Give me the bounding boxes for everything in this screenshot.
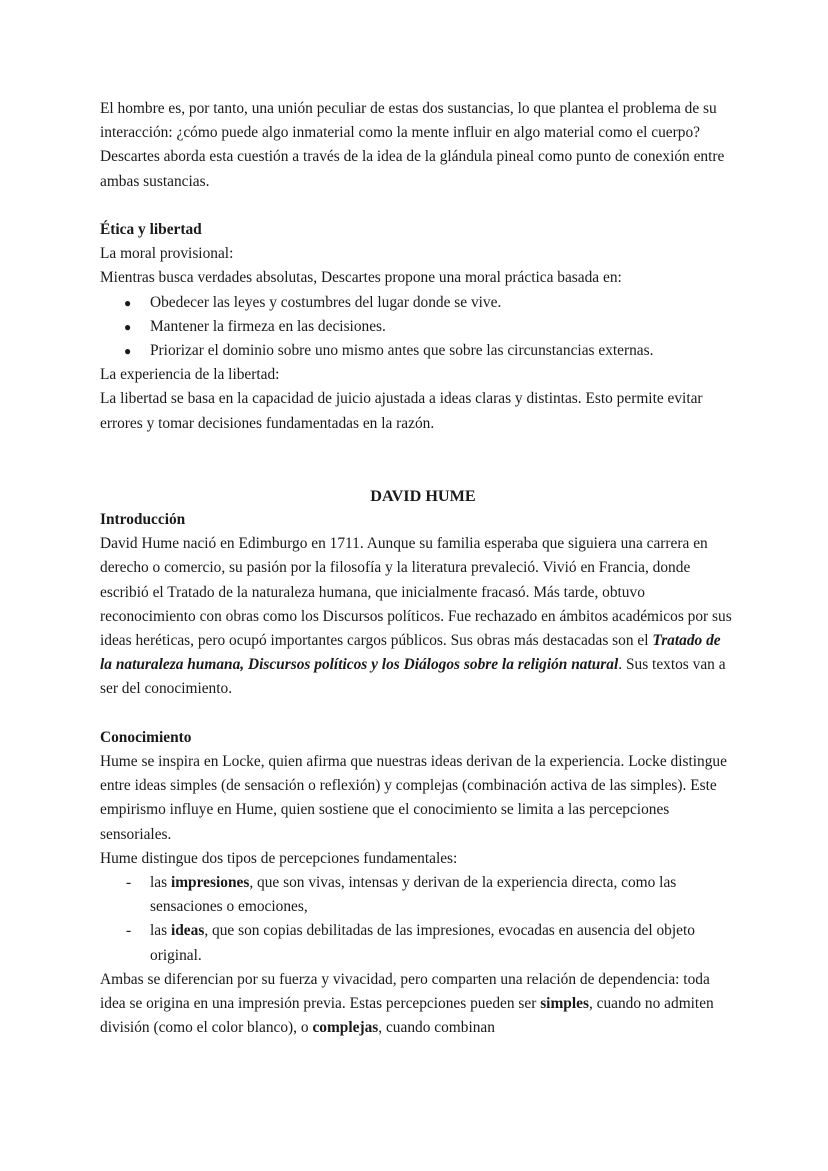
- libertad-title: La experiencia de la libertad:: [100, 366, 280, 384]
- final-mid: , cuando no admiten división (como el color blanco), o: [100, 995, 714, 1037]
- final-pre: Ambas se diferencian por su fuerza y vivacidad, pero comparten una relación de dependencia: toda idea se origina en una impresión previa. Estas percepciones pueden ser: [100, 970, 710, 1013]
- dash2-pre: las: [150, 922, 171, 940]
- dash1-pre: las: [150, 874, 171, 892]
- paragraph-union: El hombre es, por tanto, una unión peculiar de estas dos sustancias, lo que plantea el problema de su interacción: ¿cómo puede algo inmaterial como la mente influir en algo material como el cuerpo? Descartes aborda esta cuestión a través de la idea de la glándula pineal como punto de conexión entre ambas sustancias.: [100, 100, 725, 190]
- dash1-post: , que son vivas, intensas y derivan de la experiencia directa, como las sensaciones o emociones,: [150, 874, 677, 916]
- heading-introduccion: Introducción: [100, 511, 186, 529]
- final-complejas: complejas: [312, 1019, 379, 1037]
- moral-intro: Mientras busca verdades absolutas, Descartes propone una moral práctica basada en:: [100, 269, 622, 287]
- percepciones-list: [100, 871, 736, 968]
- document-page: [100, 97, 736, 1040]
- intro-end: . Sus textos van a ser del conocimiento.: [100, 656, 726, 698]
- intro-works: Tratado de la naturaleza humana, Discursos políticos y los Diálogos sobre la religión natural: [100, 632, 721, 674]
- list-item: ● Obedecer las leyes y costumbres del lugar donde se vive.: [100, 291, 736, 315]
- section-title-hume: DAVID HUME: [370, 486, 476, 505]
- final-end: , cuando combinan: [378, 1019, 495, 1037]
- intro-text: David Hume nació en Edimburgo en 1711. Aunque su familia esperaba que siguiera una carrera en derecho o comercio, su pasión por la filosofía y la literatura prevaleció. Vivió en Francia, donde escribió el Tratado de la naturaleza humana, que inicialmente fracasó. Más tarde, obtuvo reconocimiento con obras como los Discursos políticos. Fue rechazado en ámbitos académicos por sus ideas heréticas, pero ocupó importantes cargos públicos. Sus obras más destacadas son el: [100, 535, 732, 650]
- heading-conocimiento: Conocimiento: [100, 728, 192, 746]
- final-paragraph: [100, 968, 736, 1041]
- heading-etica: Ética y libertad: [100, 221, 202, 238]
- final-simples: simples: [540, 995, 589, 1013]
- list-item: ● Mantener la firmeza en las decisiones.: [100, 315, 736, 339]
- percepciones-intro: Hume distingue dos tipos de percepciones fundamentales:: [100, 849, 458, 867]
- dash2-bold: ideas: [170, 922, 205, 940]
- list-item: [100, 871, 736, 919]
- list-item: ● Priorizar el dominio sobre uno mismo antes que sobre las circunstancias externas.: [100, 339, 736, 363]
- dash2-post: , que son copias debilitadas de las impresiones, evocadas en ausencia del objeto original.: [150, 922, 695, 964]
- intro-paragraph: [100, 532, 736, 701]
- libertad-text: La libertad se basa en la capacidad de juicio ajustada a ideas claras y distintas. Esto permite evitar errores y tomar decisiones fundamentadas en la razón.: [100, 390, 703, 432]
- dash1-bold: impresiones: [170, 874, 250, 892]
- list-item: [100, 919, 736, 967]
- moral-list: [100, 291, 736, 364]
- moral-title: La moral provisional:: [100, 245, 234, 263]
- conocimiento-text: Hume se inspira en Locke, quien afirma que nuestras ideas derivan de la experiencia. Locke distingue entre ideas simples (de sensación o reflexión) y complejas (combinación activa de las simples). Este empirismo influye en Hume, quien sostiene que el conocimiento se limita a las percepciones sensoriales.: [100, 753, 727, 843]
